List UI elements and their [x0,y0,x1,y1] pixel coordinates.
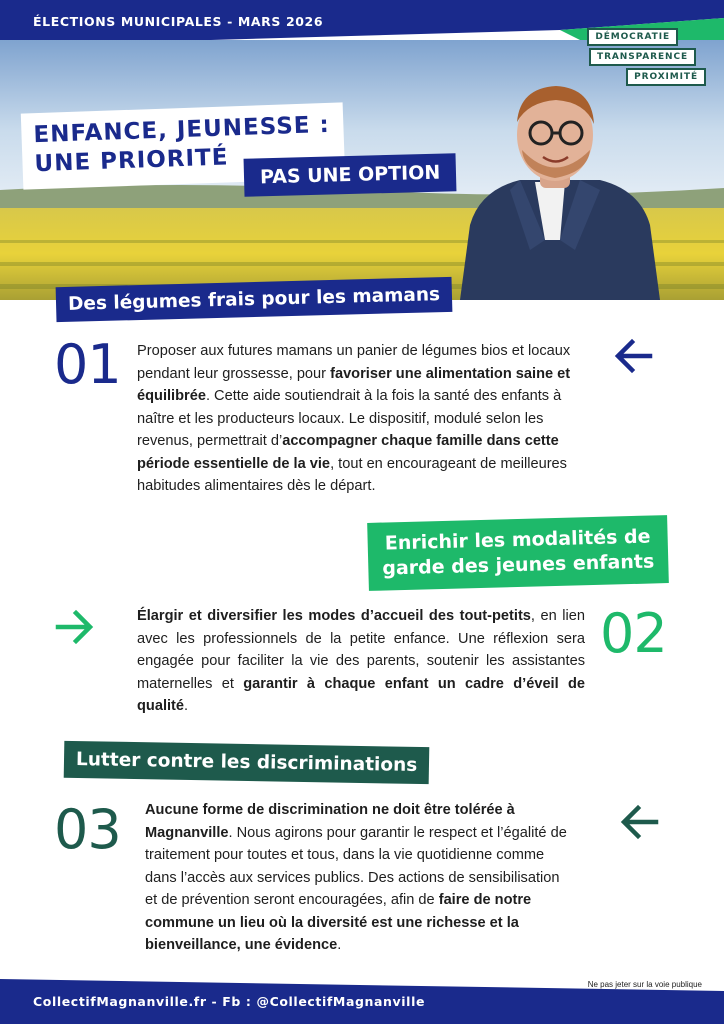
value-tag-transparence: TRANSPARENCE [589,48,696,66]
bold-text-run: accompagner chaque famille dans cette période essentielle de la vie [137,433,559,472]
section-2-number: 02 [600,602,667,665]
text-run: Proposer aux futures mamans un panier de légumes bios et locaux pendant leur grossesse, pour [137,343,571,382]
text-run: . Cette aide soutiendrait à la fois la santé des enfants à naître et les producteurs locaux. Le dispositif, modulé selon les revenus, permettrait d’ [137,388,562,449]
section-2-title-line-2: garde des jeunes enfants [382,550,655,580]
section-3-number: 03 [54,798,121,861]
section-2-title-line-1: Enrichir les modalités de [384,525,651,555]
text-run: , tout en encourageant de meilleures habitudes alimentaires dès le départ. [137,455,567,494]
values-tags [587,28,706,86]
bold-text-run: garantir à chaque enfant un cadre d’éveil de qualité [137,675,586,714]
text-run: . [184,698,189,714]
section-2-title [367,515,669,591]
section-1-number: 01 [54,333,121,396]
value-tag-democratie: DÉMOCRATIE [587,28,678,46]
arrow-left-icon [614,336,654,376]
section-3-body [145,799,575,957]
section-1-body [137,340,587,498]
headline-line-2: UNE PRIORITÉ [34,144,229,178]
election-title: ÉLECTIONS MUNICIPALES - MARS 2026 [33,14,324,29]
bold-text-run: faire de notre commune un lieu où la diversité est une richesse et la bienveillance, une évidence [145,892,532,953]
disposal-note: Ne pas jeter sur la voie publique [587,980,702,989]
section-2-body [137,605,585,718]
arrow-left-icon [620,802,660,842]
value-tag-proximite: PROXIMITÉ [626,68,706,86]
text-run: . [337,937,342,953]
footer-contact: CollectifMagnanville.fr - Fb : @CollectifMagnanville [33,994,426,1009]
arrow-right-icon [54,607,94,647]
tagline-badge: PAS UNE OPTION [244,153,457,197]
text-run: . Nous agirons pour garantir le respect et l’égalité de traitement pour toutes et tous, dans la vie quotidienne comme dans l’accès aux services publics. Des actions de sensibilisation et de prévention seront encouragées, afin de [145,824,567,908]
bold-text-run: favoriser une alimentation saine et équilibrée [137,365,571,404]
bold-text-run: Élargir et diversifier les modes d’accueil des tout-petits [137,608,531,624]
section-1-title: Des légumes frais pour les mamans [56,277,453,322]
section-3-title: Lutter contre les discriminations [64,741,430,784]
headline-line-1: ENFANCE, JEUNESSE : [33,111,331,149]
bold-text-run: Aucune forme de discrimination ne doit être tolérée à Magnanville [145,802,515,841]
text-run: , en lien avec les professionnels de la petite enfance. Une réflexion sera engagée pour faciliter la vie des parents, soutenir les assistantes maternelles et [137,608,585,692]
